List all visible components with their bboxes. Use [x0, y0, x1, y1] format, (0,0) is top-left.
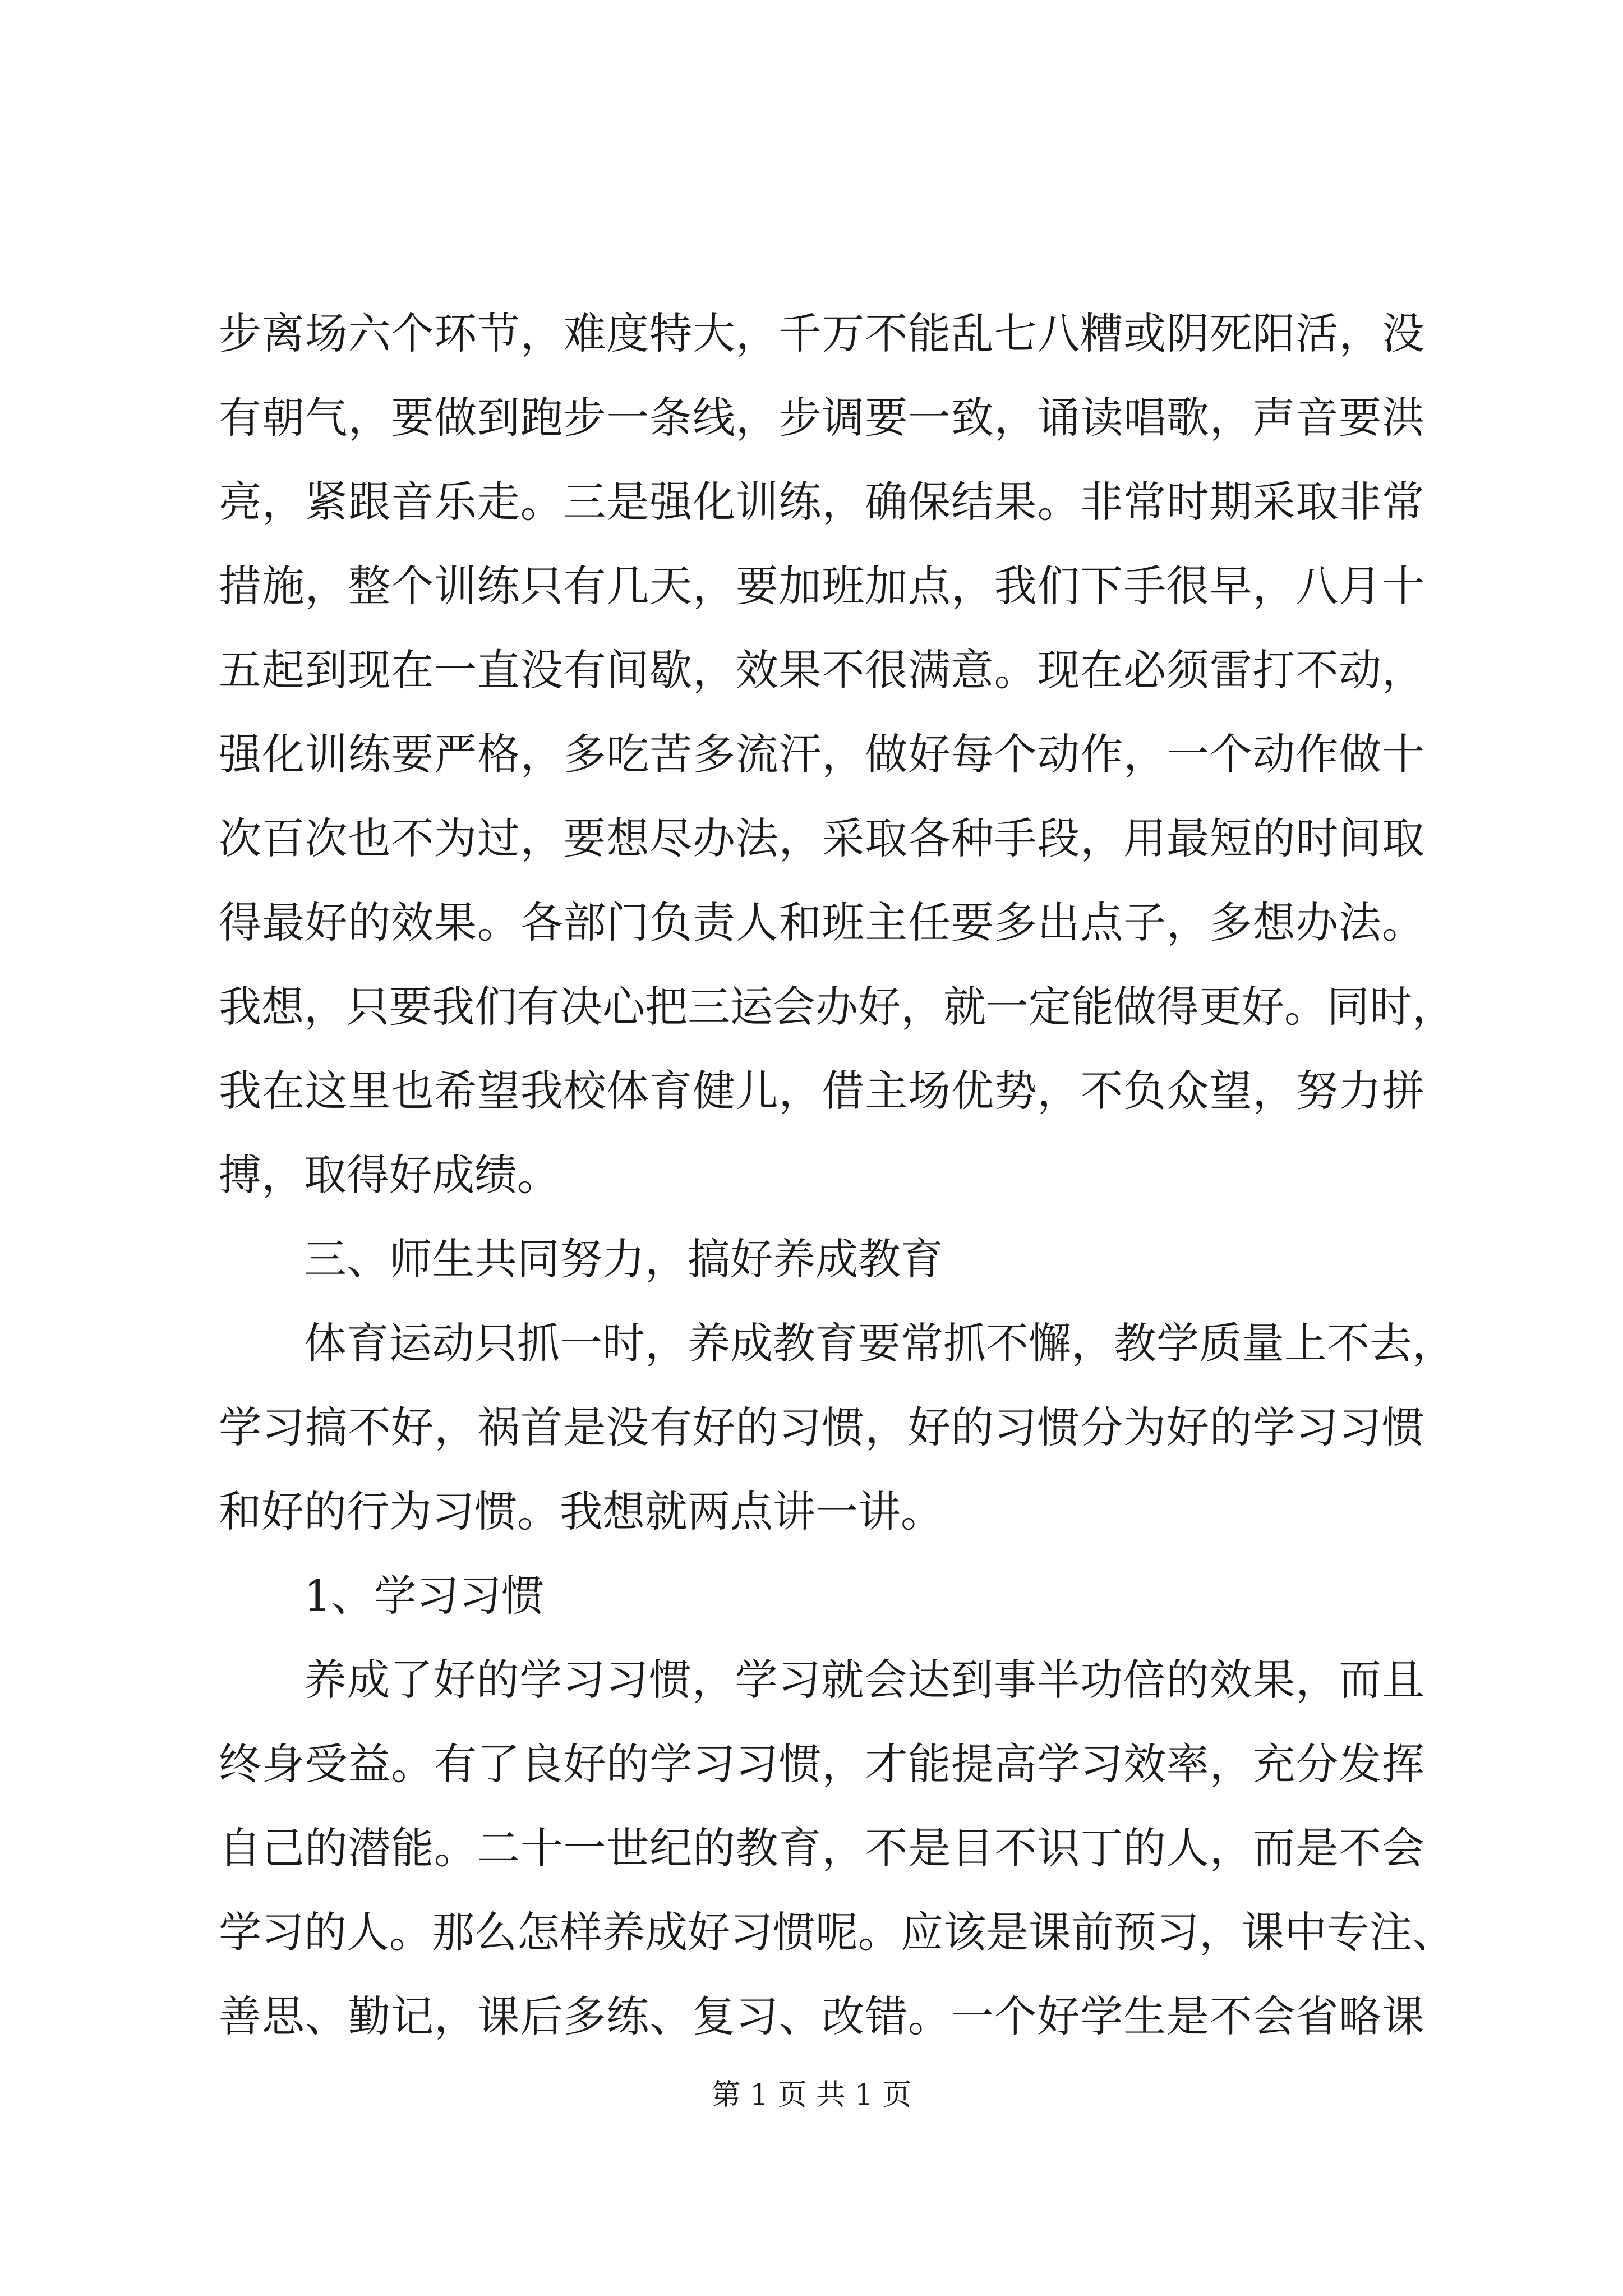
text-line: 自己的潜能。二十一世纪的教育，不是目不识丁的人，而是不会 — [219, 1823, 1424, 1873]
text-line: 养成了好的学习习惯，学习就会达到事半功倍的效果，而且 — [304, 1655, 1424, 1705]
text-line: 措施，整个训练只有几天，要加班加点，我们下手很早，八月十 — [219, 561, 1424, 611]
page-footer: 第 1 页 共 1 页 — [711, 2078, 912, 2112]
text-line: 五起到现在一直没有间歇，效果不很满意。现在必须雷打不动， — [219, 645, 1424, 695]
body-text — [219, 292, 1455, 2059]
text-line: 和好的行为习惯。我想就两点讲一讲。 — [219, 1487, 943, 1536]
text-line: 学习的人。那么怎样养成好习惯呢。应该是课前预习，课中专注、 — [219, 1907, 1455, 1957]
text-line: 三、师生共同努力，搞好养成教育 — [304, 1234, 943, 1284]
text-line: 终身受益。有了良好的学习习惯，才能提高学习效率，充分发挥 — [219, 1739, 1424, 1789]
text-line: 得最好的效果。各部门负责人和班主任要多出点子，多想办法。 — [219, 898, 1424, 947]
text-line: 次百次也不为过，要想尽办法，采取各种手段，用最短的时间取 — [219, 813, 1424, 863]
text-line: 学习搞不好，祸首是没有好的习惯，好的习惯分为好的学习习惯 — [219, 1402, 1424, 1452]
text-line: 搏，取得好成绩。 — [219, 1150, 560, 1200]
text-line: 善思、勤记，课后多练、复习、改错。一个好学生是不会省略课 — [219, 1991, 1424, 2041]
text-line: 1、学习习惯 — [304, 1571, 545, 1621]
text-line: 亮，紧跟音乐走。三是强化训练，确保结果。非常时期采取非常 — [219, 477, 1424, 527]
text-line: 有朝气，要做到跑步一条线，步调要一致，诵读唱歌，声音要洪 — [219, 393, 1424, 443]
text-line: 体育运动只抓一时，养成教育要常抓不懈，教学质量上不去， — [304, 1318, 1455, 1368]
text-line: 步离场六个环节，难度特大，千万不能乱七八糟或阴死阳活，没 — [219, 309, 1424, 358]
text-line: 我想，只要我们有决心把三运会办好，就一定能做得更好。同时， — [219, 982, 1455, 1032]
text-line: 强化训练要严格，多吃苦多流汗，做好每个动作，一个动作做十 — [219, 729, 1424, 779]
text-line: 我在这里也希望我校体育健儿，借主场优势，不负众望，努力拼 — [219, 1066, 1424, 1116]
